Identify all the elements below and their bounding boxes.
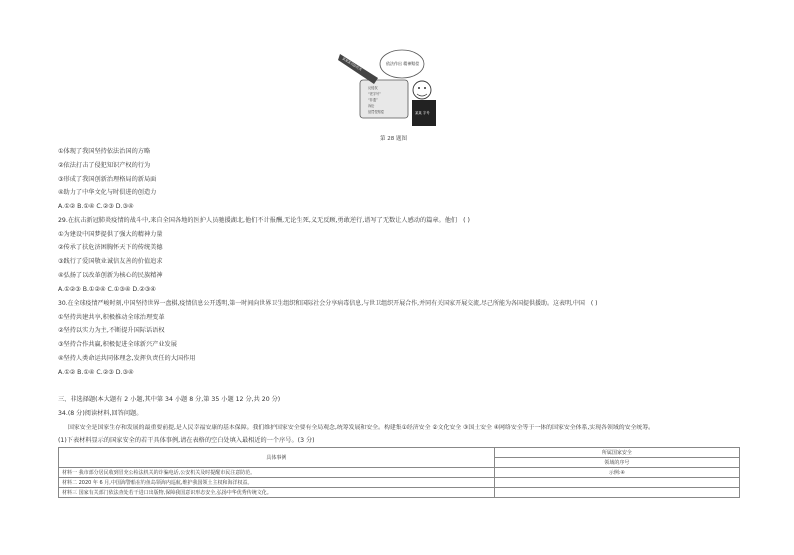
row-label: 材料一 [62, 470, 78, 476]
table-cell-answer[interactable]: 示例:④ [494, 468, 739, 478]
table-row [59, 478, 740, 488]
q30-option: ③坚持合作共赢,积极促进全球新兴产业发展 [58, 341, 177, 348]
row-text: 国家有关部门依法查处若干进口出版物,保障我国意识形态安全,弘扬中华优秀传统文化。 [78, 490, 272, 496]
q34-title: 34.(8 分)阅读材料,回答问题。 [58, 410, 143, 417]
q29-option: ④弘扬了以改革创新为核心的民族精神 [58, 272, 163, 279]
table-header-field: 所属国家安全 [494, 448, 739, 458]
section-heading: 三、非选择题(本大题有 2 小题,其中第 34 小题 8 分,第 35 小题 12 分,共 20 分) [58, 396, 281, 403]
note-line: “非遗” [368, 98, 378, 102]
q29-stem-text: 29.在抗击新冠肺炎疫情的战斗中,来自全国各地的医护人员驰援湖北,他们不计报酬,无论生死,义无反顾,勇敢逆行,谱写了无数让人感动的篇章。他们 [58, 217, 458, 224]
speech-text: 依法作出 精神赔偿 [386, 61, 420, 66]
q29-stem [58, 217, 470, 225]
cartoon-figure [338, 44, 448, 130]
note-line: 惩罚性赔偿 [368, 110, 384, 114]
table-cell-example [59, 478, 495, 488]
q28-option: ④助力了中华文化与时俱进的创造力 [58, 189, 157, 196]
stamp-text: 某某某司法机关 [341, 56, 363, 72]
table-cell-answer[interactable] [494, 478, 739, 488]
q34-text: 国家安全是国家生存和发展的最重要前提,是人民幸福安康的基本保障。我们维护国家安全要有全局观念,统筹发展和安全。构建集①经济安全 ②文化安全 ③国土安全 ④网络安全等于一体的国家安全体系,实现各领域的安全统筹。 [68, 425, 655, 431]
q30-bracket: ( ) [590, 300, 598, 307]
q29-bracket: ( ) [463, 217, 470, 224]
q29-option: ②传承了扶危济困胸怀天下的传统美德 [58, 244, 163, 251]
table-header-field-sub: 领域的序号 [494, 458, 739, 468]
table-row [59, 468, 740, 478]
row-label: 材料三 [62, 490, 78, 496]
table-cell-example [59, 468, 495, 478]
note-line: “老字号” [368, 92, 381, 96]
q29-choices: A.①②③ B.①②④ C.①③④ D.②③④ [58, 286, 156, 293]
q34-subquestion: (1)下表材料显示的国家安全的若干具体事例,请在表格的空白处填入最相近的一个序号。(3 分) [58, 437, 315, 444]
table-cell-answer[interactable] [494, 488, 739, 498]
badge-text: 某某 字号 [415, 111, 430, 115]
q29-option: ③践行了爱国敬业诚信友善的价值追求 [58, 258, 163, 265]
table-header-example: 具体事例 [59, 448, 495, 468]
q28-option: ②依法打击了侵犯知识产权的行为 [58, 162, 151, 169]
row-text: 我市部分居民收到冒充公检法机关的诈骗电话,公安机关及时提醒市民注意防范。 [78, 470, 256, 476]
row-text: 2020 年 6 月,中国海警船在钓鱼岛领海内巡航,维护我国领土主权和海洋权益。 [78, 480, 253, 486]
q29-option: ①为建设中国梦提供了强大的精神力量 [58, 231, 163, 238]
q30-option: ①坚持共建共享,积极推动全球治理变革 [58, 314, 165, 321]
table-header-row [59, 448, 740, 458]
table-cell-example [59, 488, 495, 498]
q30-option: ④坚持人类命运共同体理念,发挥负责任的大国作用 [58, 355, 196, 362]
figure-caption: 第 28 题图 [380, 136, 407, 142]
q28-choices: A.①② B.①④ C.②③ D.③④ [58, 203, 134, 210]
note-line: 诉讼 [368, 104, 375, 108]
q28-option: ③形成了我国创新治理格局的新局面 [58, 176, 157, 183]
q28-option: ①体现了我国坚持依法治国的方略 [58, 148, 151, 155]
answer-table [58, 447, 740, 498]
q30-stem-text: 30.在全球疫情严峻时刻,中国坚持世界一盘棋,疫情信息公开透明,第一时间向世界卫生组织和国际社会分享病毒信息,与世卫组织开展合作,并同有关国家开展交流,尽己所能为各国提供援助。这表明,中国 [58, 300, 585, 307]
q30-option: ②坚持以实力为主,不断提升国际话语权 [58, 327, 165, 334]
row-label: 材料二 [62, 480, 78, 486]
q30-choices: A.①② B.①④ C.②③ D.③④ [58, 369, 134, 376]
table-row [59, 488, 740, 498]
q30-stem [58, 300, 598, 308]
note-line: 反侵权 [368, 86, 378, 90]
